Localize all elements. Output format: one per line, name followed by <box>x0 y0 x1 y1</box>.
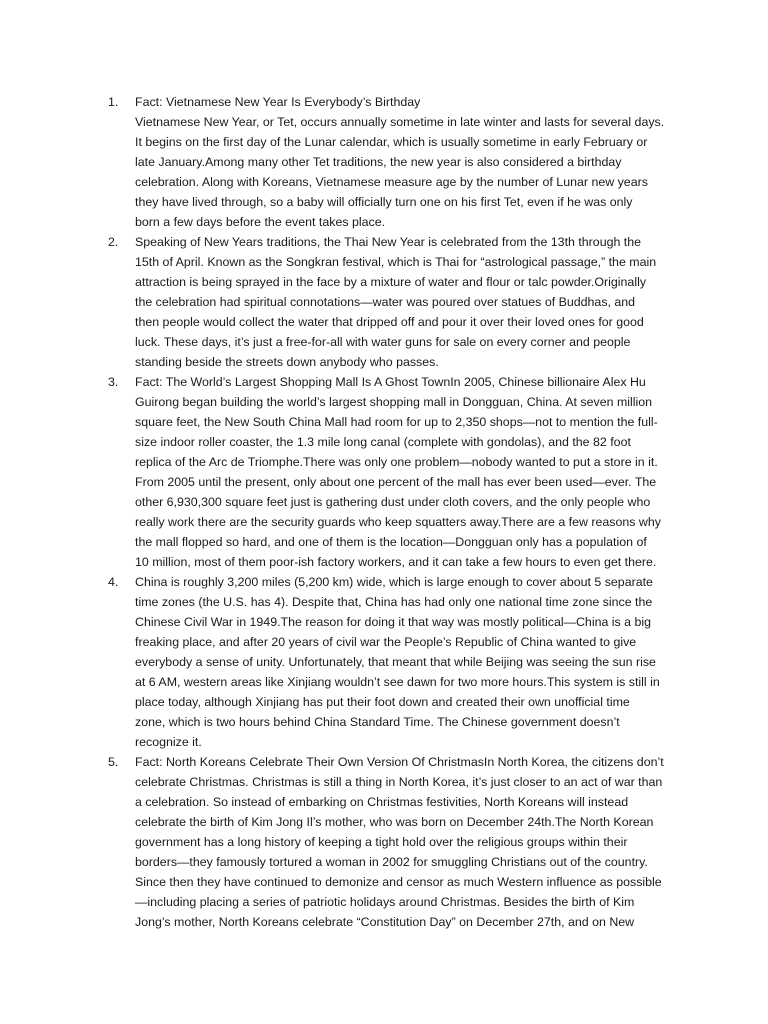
text-line: Since then they have continued to demonize and censor as much Western influence as possible <box>135 875 662 889</box>
text-line: other 6,930,300 square feet just is gathering dust under cloth covers, and the only people who <box>135 495 651 509</box>
text-line: replica of the Arc de Triomphe.There was only one problem—nobody wanted to put a store in it. <box>135 455 658 469</box>
text-line: Jong’s mother, North Koreans celebrate “Constitution Day” on December 27th, and on New <box>135 915 635 929</box>
text-line: the celebration had spiritual connotations—water was poured over statues of Buddhas, and <box>135 295 636 309</box>
text-line: zone, which is two hours behind China Standard Time. The Chinese government doesn’t <box>135 715 620 729</box>
text-line: then people would collect the water that dripped off and pour it over their loved ones for good <box>135 315 644 329</box>
text-line: It begins on the first day of the Lunar calendar, which is usually sometime in early February or <box>135 135 648 149</box>
text-line: celebrate Christmas. Christmas is still a thing in North Korea, it’s just closer to an act of war than <box>135 775 663 789</box>
text-line: square feet, the New South China Mall had room for up to 2,350 shops—not to mention the full- <box>135 415 658 429</box>
text-line: Guirong began building the world’s largest shopping mall in Dongguan, China. At seven million <box>135 395 653 409</box>
text-line: celebrate the birth of Kim Jong Il’s mother, who was born on December 24th.The North Korean <box>135 815 654 829</box>
text-line: attraction is being sprayed in the face by a mixture of water and flour or talc powder.Originally <box>135 275 647 289</box>
text-line: government has a long history of keeping a tight hold over the religious groups within their <box>135 835 628 849</box>
text-line: luck. These days, it’s just a free-for-all with water guns for sale on every corner and people <box>135 335 631 349</box>
text-line: the mall flopped so hard, and one of them is the location—Dongguan only has a population of <box>135 535 647 549</box>
text-line: recognize it. <box>135 735 202 749</box>
list-item-number: 5. <box>108 755 119 769</box>
text-line: time zones (the U.S. has 4). Despite that, China has had only one national time zone since the <box>135 595 653 609</box>
text-line: late January.Among many other Tet traditions, the new year is also considered a birthday <box>135 155 622 169</box>
text-line: Fact: The World’s Largest Shopping Mall Is A Ghost TownIn 2005, Chinese billionaire Alex Hu <box>135 375 646 389</box>
text-line: China is roughly 3,200 miles (5,200 km) wide, which is large enough to cover about 5 separate <box>135 575 653 589</box>
facts-list <box>108 92 680 932</box>
list-item <box>108 752 680 932</box>
text-line: born a few days before the event takes place. <box>135 215 386 229</box>
text-line: 10 million, most of them poor-ish factory workers, and it can take a few hours to even get there. <box>135 555 657 569</box>
text-line: Vietnamese New Year, or Tet, occurs annually sometime in late winter and lasts for several days. <box>135 115 665 129</box>
list-item-number: 1. <box>108 95 119 109</box>
list-item-number: 4. <box>108 575 119 589</box>
list-item-number: 2. <box>108 235 119 249</box>
list-item <box>108 92 680 232</box>
text-line: they have lived through, so a baby will officially turn one on his first Tet, even if he was only <box>135 195 633 209</box>
list-item-number: 3. <box>108 375 119 389</box>
text-line: place today, although Xinjiang has put their foot down and created their own unofficial time <box>135 695 630 709</box>
text-line: size indoor roller coaster, the 1.3 mile long canal (complete with gondolas), and the 82 foot <box>135 435 631 449</box>
text-line: a celebration. So instead of embarking on Christmas festivities, North Koreans will instead <box>135 795 629 809</box>
list-item <box>108 572 680 752</box>
text-line: at 6 AM, western areas like Xinjiang wouldn’t see dawn for two more hours.This system is still in <box>135 675 660 689</box>
text-line: Fact: Vietnamese New Year Is Everybody’s Birthday <box>135 95 421 109</box>
list-item <box>108 232 680 372</box>
list-item <box>108 372 680 572</box>
text-line: really work there are the security guards who keep squatters away.There are a few reasons why <box>135 515 661 529</box>
text-line: borders—they famously tortured a woman in 2002 for smuggling Christians out of the country. <box>135 855 648 869</box>
text-line: Speaking of New Years traditions, the Thai New Year is celebrated from the 13th through the <box>135 235 642 249</box>
text-line: Chinese Civil War in 1949.The reason for doing it that way was mostly political—China is a big <box>135 615 652 629</box>
text-line: everybody a sense of unity. Unfortunately, that meant that while Beijing was seeing the sun rise <box>135 655 656 669</box>
text-line: celebration. Along with Koreans, Vietnamese measure age by the number of Lunar new years <box>135 175 648 189</box>
text-line: standing beside the streets down anybody who passes. <box>135 355 439 369</box>
text-line: freaking place, and after 20 years of civil war the People’s Republic of China wanted to give <box>135 635 637 649</box>
text-line: 15th of April. Known as the Songkran festival, which is Thai for “astrological passage,” the main <box>135 255 657 269</box>
text-line: From 2005 until the present, only about one percent of the mall has ever been used—ever. The <box>135 475 657 489</box>
text-line: —including placing a series of patriotic holidays around Christmas. Besides the birth of Kim <box>135 895 635 909</box>
text-line: Fact: North Koreans Celebrate Their Own Version Of ChristmasIn North Korea, the citizens don’t <box>135 755 664 769</box>
